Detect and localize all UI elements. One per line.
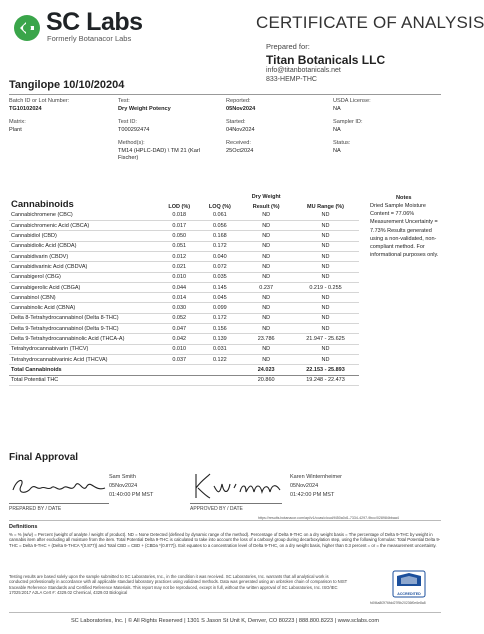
mu-header: MU Range (%) xyxy=(307,204,345,211)
result-value: ND xyxy=(240,313,292,323)
result-value: 0.237 xyxy=(240,282,292,292)
analyte-name: Cannabinolic Acid (CBNA) xyxy=(9,303,159,313)
verification-url[interactable]: https://results.botanacor.com/api/v1/coas/cloud/f450a0d1-7334-4297-9bcc/028984bbaa4 xyxy=(258,516,399,520)
mu-range-value: ND xyxy=(292,272,359,282)
loq-value: 0.040 xyxy=(199,251,240,261)
lod-value: 0.017 xyxy=(159,221,199,231)
prepared-by-caption: PREPARED BY / DATE xyxy=(9,506,62,512)
analyte-name: Cannabinol (CBN) xyxy=(9,293,159,303)
lod-value: 0.044 xyxy=(159,282,199,292)
signature-line-2 xyxy=(190,503,282,504)
table-row xyxy=(9,272,359,282)
sample-name: Tangilope 10/10/20204 xyxy=(9,79,125,91)
analyte-name: Cannabigerolic Acid (CBGA) xyxy=(9,282,159,292)
mu-range-value: ND xyxy=(292,251,359,261)
mu-range-value: ND xyxy=(292,303,359,313)
approver-name: Karen Winternheimer xyxy=(290,474,342,480)
mu-range-value: ND xyxy=(292,293,359,303)
client-email: info@titanbotanicals.net xyxy=(266,67,341,74)
lod-value: 0.051 xyxy=(159,241,199,251)
loq-value: 0.139 xyxy=(199,334,240,344)
lod-value: 0.012 xyxy=(159,251,199,261)
mu-range-value: ND xyxy=(292,210,359,220)
analyte-name: Cannabidiolic Acid (CBDA) xyxy=(9,241,159,251)
loq-value: 0.061 xyxy=(199,210,240,220)
table-title-cell xyxy=(9,192,159,210)
result-value: ND xyxy=(240,210,292,220)
client-phone: 833-HEMP-THC xyxy=(266,76,317,83)
table-row xyxy=(9,313,359,323)
brand-subtitle: Formerly Botanacor Labs xyxy=(47,34,132,43)
matrix-label: Matrix: xyxy=(9,119,26,125)
mu-range-value: ND xyxy=(292,241,359,251)
mu-range-value: 21.947 - 25.625 xyxy=(292,334,359,344)
lod-value: 0.037 xyxy=(159,354,199,364)
mu-range-value: ND xyxy=(292,221,359,231)
total-cannabinoids-row-result: 24.023 xyxy=(240,365,292,375)
analyte-name: Cannabigerol (CBG) xyxy=(9,272,159,282)
total-potential-thc-row-label: Total Potential THC xyxy=(9,375,159,385)
loq-header: LOQ (%) xyxy=(208,204,231,211)
signature-line-1 xyxy=(9,503,109,504)
reported-label: Reported: xyxy=(226,98,251,104)
accreditation-badge-text: ACCREDITED xyxy=(397,592,421,596)
total-potential-thc-row-mu: 19.248 - 22.473 xyxy=(292,375,359,385)
mu-range-value: ND xyxy=(292,324,359,334)
sc-labs-logo-icon xyxy=(13,14,41,42)
table-row xyxy=(9,354,359,364)
reported-value: 05Nov2024 xyxy=(226,106,256,112)
analyte-name: Tetrahydrocannabivarin (THCV) xyxy=(9,344,159,354)
result-value: ND xyxy=(240,221,292,231)
table-row xyxy=(9,241,359,251)
notes-body: Dried Sample Moisture Content = 77.06% Measurement Uncertainty = 7.73% Results generated using a non-validated, non-compliant method. For informational purposes only. xyxy=(370,203,439,259)
total-cannabinoids-row-loq xyxy=(199,365,240,375)
analyte-name: Cannabichromene (CBC) xyxy=(9,210,159,220)
started-label: Started: xyxy=(226,119,246,125)
prepared-for-label: Prepared for: xyxy=(266,42,310,51)
approver-date: 05Nov2024 xyxy=(290,483,319,489)
analyte-name: Cannabidivarin (CBDV) xyxy=(9,251,159,261)
result-value: ND xyxy=(240,231,292,241)
table-row xyxy=(9,303,359,313)
analyte-name: Delta 9-Tetrahydrocannabinol (Delta 9-THC) xyxy=(9,324,159,334)
header-divider xyxy=(9,94,441,95)
disclaimer-text: Testing results are based solely upon the sample submitted to SC Laboratories, Inc., in the condition it was received. SC Laboratories, Inc. warrants that all analytical work is conducted professionally in accordance with all applicable standard laboratory practices using validated methods. Data was generated using an unbroken chain of comparison to NIST traceable Reference Standards and Certified Reference Materials. This report may not be reproduced, except in full, without the written approval of SC Laboratories, Inc. ISO/IEC 17025:2017 A2LA Cert #: 4329.02 Chemical, 4329.03 Biological xyxy=(9,574,348,595)
status-value: NA xyxy=(333,148,341,154)
analyte-name: Cannabidiol (CBD) xyxy=(9,231,159,241)
brand-name: SC Labs xyxy=(46,8,143,36)
table-row xyxy=(9,344,359,354)
lod-value: 0.042 xyxy=(159,334,199,344)
total-potential-thc-row-lod xyxy=(159,375,199,385)
mu-range-value: ND xyxy=(292,262,359,272)
table-row xyxy=(9,262,359,272)
preparer-date: 05Nov2024 xyxy=(109,483,138,489)
notes-title: Notes xyxy=(396,195,412,201)
methods-value: TM14 (HPLC-DAD) \ TM 21 (Karl xyxy=(118,148,200,154)
total-cannabinoids-row-mu: 22.153 - 25.893 xyxy=(292,365,359,375)
matrix-value: Plant xyxy=(9,127,22,133)
batch-id-value: TG10102024 xyxy=(9,106,42,112)
loq-value: 0.031 xyxy=(199,344,240,354)
definitions-body: % = % (w/w) = Percent (weight of analyte / weight of product). ND = None Detected (defined by dynamic range of the method). Percentage of Delta 9-THC on a dry weight basis = The percentage of Delta 9-THC by weight in cannabis item after excluding all moisture from the item. Total Potential Delta 9-THC is calculated to take into account the loss of a carboxyl group during decarboxylation step, using the following formulas: Total Potential Delta 9-THC = Delta 9-THC + (Delta 9-THCA *(0.877)) and Total CBD = CBD + (CBDa *(0.877)). Exit equates to a concentration level of Delta 9-THC, on a dry weight basis, higher than 0.3 percent = or = the measurement uncertainty. xyxy=(9,532,441,548)
started-value: 04Nov2024 xyxy=(226,127,255,133)
usda-license-label: USDA License: xyxy=(333,98,371,104)
total-potential-thc-row-loq xyxy=(199,375,240,385)
mu-range-value: 0.219 - 0.255 xyxy=(292,282,359,292)
total-potential-thc-row xyxy=(9,375,359,385)
cannabinoids-table xyxy=(9,192,359,386)
table-row xyxy=(9,334,359,344)
status-label: Status: xyxy=(333,140,351,146)
analyte-name: Delta 8-Tetrahydrocannabinol (Delta 8-THC) xyxy=(9,313,159,323)
lod-value: 0.052 xyxy=(159,313,199,323)
lod-value: 0.014 xyxy=(159,293,199,303)
lod-value: 0.010 xyxy=(159,344,199,354)
total-potential-thc-row-result: 20.860 xyxy=(240,375,292,385)
loq-value: 0.145 xyxy=(199,282,240,292)
batch-id-label: Batch ID or Lot Number: xyxy=(9,98,70,104)
lod-value: 0.010 xyxy=(159,272,199,282)
table-body xyxy=(9,210,359,385)
preparer-time: 01:40:00 PM MST xyxy=(109,492,154,498)
signature-sam-smith xyxy=(9,472,109,502)
table-row xyxy=(9,210,359,220)
lod-value: 0.018 xyxy=(159,210,199,220)
definitions-title: Definitions xyxy=(9,524,38,530)
analyte-name: Cannabidivarinic Acid (CBDVA) xyxy=(9,262,159,272)
loq-value: 0.156 xyxy=(199,324,240,334)
lod-value: 0.021 xyxy=(159,262,199,272)
result-value: ND xyxy=(240,303,292,313)
mu-range-value: ND xyxy=(292,313,359,323)
analyte-name: Delta 9-Tetrahydrocannabinolic Acid (THCA-A) xyxy=(9,334,159,344)
test-id-label: Test ID: xyxy=(118,119,137,125)
loq-value: 0.072 xyxy=(199,262,240,272)
test-value: Dry Weight Potency xyxy=(118,106,171,112)
loq-value: 0.168 xyxy=(199,231,240,241)
lod-header: LOD (%) xyxy=(168,204,191,211)
mu-range-value: ND xyxy=(292,344,359,354)
mu-range-value: ND xyxy=(292,231,359,241)
result-value: 23.786 xyxy=(240,334,292,344)
loq-value: 0.056 xyxy=(199,221,240,231)
table-header-row xyxy=(9,192,359,200)
approved-by-caption: APPROVED BY / DATE xyxy=(190,506,243,512)
total-cannabinoids-row xyxy=(9,365,359,375)
approval-divider xyxy=(9,520,441,521)
signature-karen-winternheimer xyxy=(190,470,282,502)
sampler-id-value: NA xyxy=(333,127,341,133)
approver-time: 01:42:00 PM MST xyxy=(290,492,335,498)
table-row xyxy=(9,251,359,261)
usda-license-value: NA xyxy=(333,106,341,112)
loq-value: 0.099 xyxy=(199,303,240,313)
table-title: Cannabinoids xyxy=(11,199,74,211)
received-label: Received: xyxy=(226,140,251,146)
badge-code: fd0f4a8f2f76fdd27f5b20236f0e6e8a8 xyxy=(370,601,426,605)
methods-value-cont: Fischer) xyxy=(118,155,139,161)
result-value: ND xyxy=(240,251,292,261)
footer-text: SC Laboratories, Inc. | © All Rights Reserved | 1301 S Jason St Unit K, Denver, CO 80223 | 888.800.8223 | www.sclabs.com xyxy=(70,618,380,624)
analyte-name: Tetrahydrocannabivarinic Acid (THCVA) xyxy=(9,354,159,364)
loq-value: 0.035 xyxy=(199,272,240,282)
lod-value: 0.047 xyxy=(159,324,199,334)
table-row xyxy=(9,324,359,334)
loq-value: 0.045 xyxy=(199,293,240,303)
preparer-name: Sam Smith xyxy=(109,474,136,480)
footer-divider xyxy=(9,612,441,613)
analyte-name: Cannabichromenic Acid (CBCA) xyxy=(9,221,159,231)
lod-value: 0.050 xyxy=(159,231,199,241)
loq-value: 0.172 xyxy=(199,241,240,251)
test-label: Test: xyxy=(118,98,130,104)
sampler-id-label: Sampler ID: xyxy=(333,119,363,125)
table-row xyxy=(9,282,359,292)
result-header: Result (%) xyxy=(252,204,280,211)
loq-value: 0.172 xyxy=(199,313,240,323)
loq-value: 0.122 xyxy=(199,354,240,364)
result-value: ND xyxy=(240,354,292,364)
received-value: 25Oct2024 xyxy=(226,148,254,154)
test-id-value: T000292474 xyxy=(118,127,150,133)
table-row xyxy=(9,221,359,231)
lod-value: 0.030 xyxy=(159,303,199,313)
result-value: ND xyxy=(240,272,292,282)
client-name: Titan Botanicals LLC xyxy=(266,53,386,67)
result-value: ND xyxy=(240,344,292,354)
total-cannabinoids-row-label: Total Cannabinoids xyxy=(9,365,159,375)
table-row xyxy=(9,231,359,241)
result-value: ND xyxy=(240,262,292,272)
final-approval-title: Final Approval xyxy=(9,452,79,463)
result-value: ND xyxy=(240,293,292,303)
table-row xyxy=(9,293,359,303)
total-cannabinoids-row-lod xyxy=(159,365,199,375)
result-value: ND xyxy=(240,241,292,251)
mu-range-value: ND xyxy=(292,354,359,364)
result-value: ND xyxy=(240,324,292,334)
document-title: CERTIFICATE OF ANALYSIS xyxy=(256,13,484,32)
result-header-top: Dry Weight xyxy=(251,194,281,200)
methods-label: Method(s): xyxy=(118,140,145,146)
